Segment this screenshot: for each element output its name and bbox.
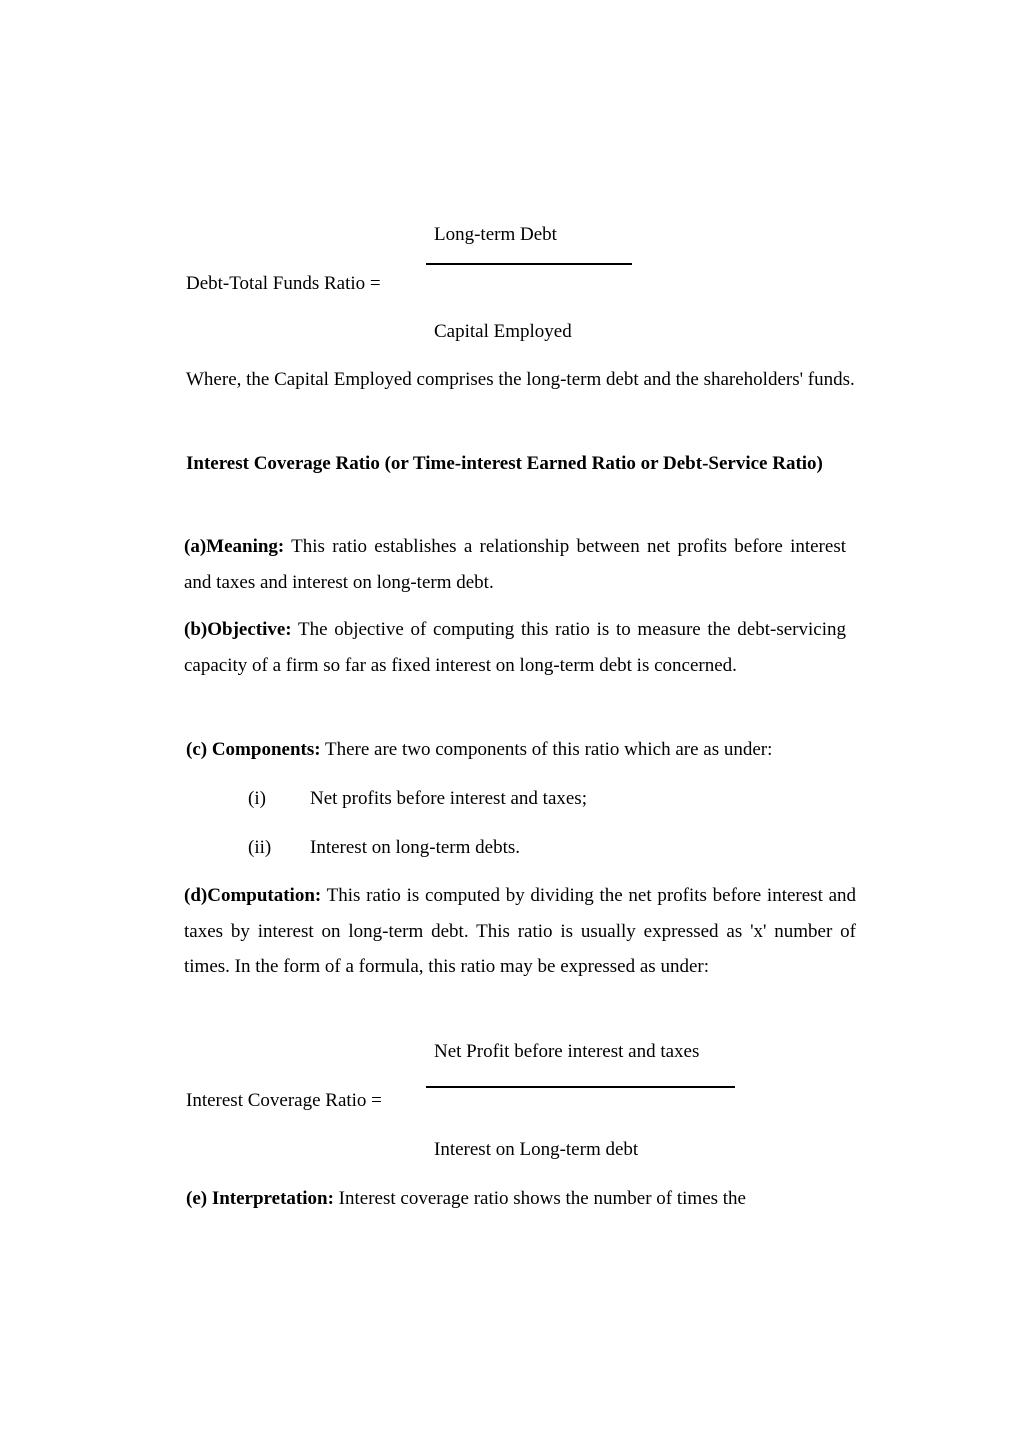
computation-paragraph bbox=[184, 878, 856, 985]
formula2-numerator: Net Profit before interest and taxes bbox=[434, 1041, 700, 1062]
components-label: (c) Components: bbox=[186, 739, 321, 760]
meaning-paragraph bbox=[184, 529, 846, 600]
meaning-text: This ratio establishes a relationship between net profits before interest and taxes and interest on long-term debt. bbox=[184, 536, 846, 593]
section-heading: Interest Coverage Ratio (or Time-interest Earned Ratio or Debt-Service Ratio) bbox=[186, 453, 823, 474]
components-text: There are two components of this ratio which are as under: bbox=[320, 739, 773, 760]
interpretation-paragraph bbox=[186, 1189, 746, 1208]
list-item-text: Interest on long-term debts. bbox=[310, 837, 521, 858]
interpretation-label: (e) Interpretation: bbox=[186, 1188, 334, 1209]
list-item-number: (i) bbox=[248, 788, 266, 809]
objective-label: (b)Objective: bbox=[184, 619, 292, 640]
formula2-label: Interest Coverage Ratio = bbox=[186, 1090, 382, 1111]
list-item-text: Net profits before interest and taxes; bbox=[310, 788, 587, 809]
objective-text: The objective of computing this ratio is to measure the debt-servicing capacity of a firm so far as fixed interest on long-term debt is concerned. bbox=[184, 619, 846, 676]
objective-paragraph bbox=[184, 612, 846, 683]
formula2-denominator: Interest on Long-term debt bbox=[434, 1139, 639, 1160]
meaning-label: (a)Meaning: bbox=[184, 536, 285, 557]
computation-text: This ratio is computed by dividing the net profits before interest and taxes by interest on long-term debt. This ratio is usually expressed as 'x' number of times. In the form of a formula, this ratio may be expressed as under: bbox=[184, 885, 856, 977]
list-item-number: (ii) bbox=[248, 837, 272, 858]
formula2-fraction-bar bbox=[426, 1086, 735, 1088]
interpretation-text: Interest coverage ratio shows the number of times the bbox=[333, 1188, 746, 1209]
where-paragraph: Where, the Capital Employed comprises the long-term debt and the shareholders' funds. bbox=[186, 369, 855, 390]
computation-label: (d)Computation: bbox=[184, 885, 322, 906]
formula1-fraction-bar bbox=[426, 263, 632, 265]
components-paragraph bbox=[186, 740, 772, 759]
formula1-label: Debt-Total Funds Ratio = bbox=[186, 273, 381, 294]
formula1-denominator: Capital Employed bbox=[434, 321, 572, 342]
formula1-numerator: Long-term Debt bbox=[434, 224, 557, 245]
